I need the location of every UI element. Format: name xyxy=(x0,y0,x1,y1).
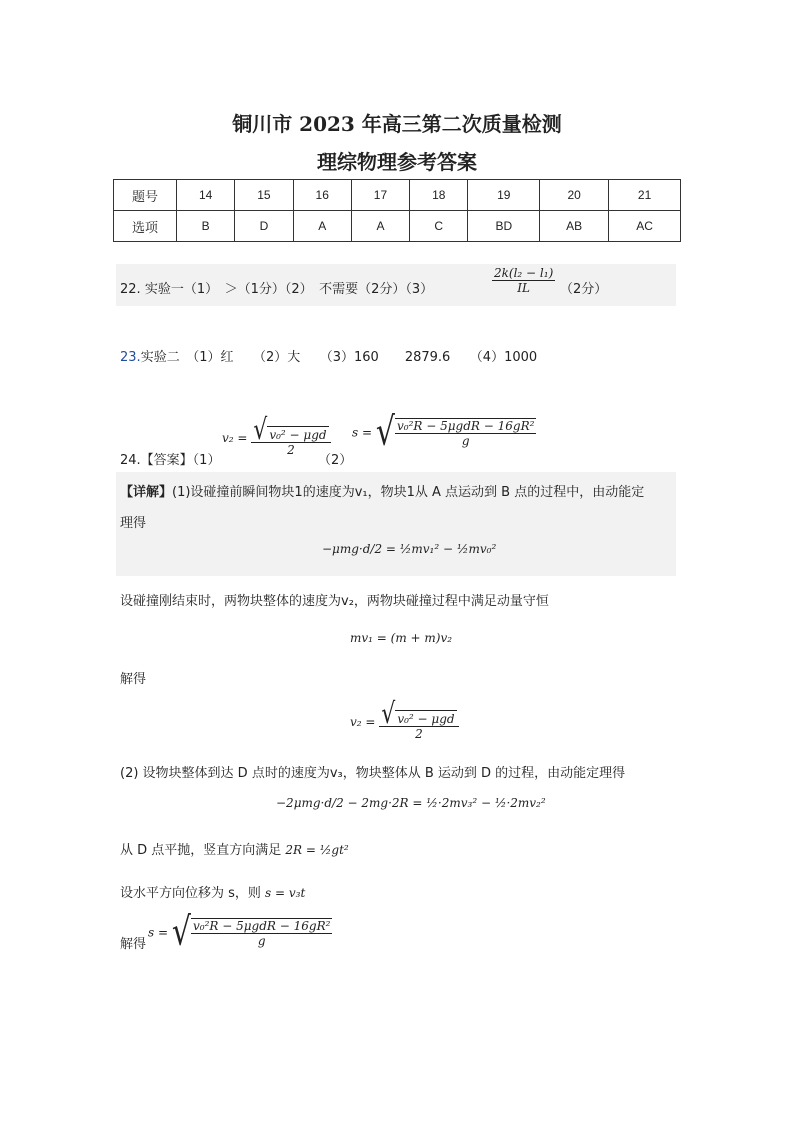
detail-line-5 xyxy=(120,839,349,858)
equation-final-s xyxy=(148,909,332,956)
detail-line-4: (2) 设物块整体到达 D 点时的速度为v₃，物块整体从 B 运动到 D 的过程，由动能定理得 xyxy=(120,766,626,781)
detail-line-3: 解得 xyxy=(120,672,147,687)
formula-sqrt: √ $\frac{\text{v₀²R − 5μgdR − 16gR²}}{g}$ xyxy=(171,909,331,956)
detail-text: 设水平方向位移为 s，则 xyxy=(120,886,261,901)
answer-table xyxy=(113,179,681,242)
formula-fraction: √ v₀² − μgd 2 xyxy=(379,704,458,741)
detail-line-6 xyxy=(120,882,305,901)
table-cell: B xyxy=(177,211,235,242)
page-title: 铜川市 2023 年高三第二次质量检测 xyxy=(232,112,562,136)
q24-answer1-formula xyxy=(222,414,331,457)
equation-energy-2: −2μmg·d/2 − 2mg·2R = ½·2mv₃² − ½·2mv₂² xyxy=(276,796,546,810)
detail-line-1b: 理得 xyxy=(120,516,147,531)
detail-line-2: 设碰撞刚结束时，两物块整体的速度为v₂，两物块碰撞过程中满足动量守恒 xyxy=(120,594,549,609)
q22-number: 22. xyxy=(120,282,141,297)
formula-lhs: s = xyxy=(148,925,169,940)
q24-answer2-formula xyxy=(352,409,536,456)
q23-number: 23. xyxy=(120,350,141,365)
formula-lhs: s = xyxy=(352,425,373,440)
table-cell: 20 xyxy=(540,180,609,211)
detail-text: 从 D 点平抛，竖直方向满足 xyxy=(120,843,282,858)
table-cell: 15 xyxy=(235,180,293,211)
formula-lhs: v₂ = xyxy=(350,715,376,729)
table-row xyxy=(114,211,681,242)
q22-formula xyxy=(492,266,555,295)
equation-momentum: mv₁ = (m + m)v₂ xyxy=(350,631,453,645)
table-cell: AB xyxy=(540,211,609,242)
table-cell: 21 xyxy=(609,180,681,211)
formula-numerator: v₀²R − 5μgdR − 16gR² xyxy=(192,919,331,933)
table-cell: 18 xyxy=(410,180,468,211)
formula-lhs: v₂ = xyxy=(222,431,248,445)
formula-denominator: g xyxy=(257,934,266,948)
page-subtitle: 理综物理参考答案 xyxy=(317,150,477,174)
q23-line xyxy=(120,346,537,365)
equation-displacement: s = v₃t xyxy=(265,886,306,900)
formula-sqrt: √ $\frac{\text{v₀²R − 5μgdR − 16gR²}}{g}$ xyxy=(375,409,535,456)
table-cell: A xyxy=(351,211,409,242)
row-label-number: 题号 xyxy=(114,180,177,211)
table-cell: A xyxy=(293,211,351,242)
detail-line-1 xyxy=(120,481,644,500)
formula-radicand: v₀² − μgd xyxy=(269,428,327,442)
q22-formula-denominator: IL xyxy=(517,281,530,295)
table-cell: 19 xyxy=(468,180,540,211)
table-cell: 17 xyxy=(351,180,409,211)
q22-line xyxy=(120,278,433,297)
formula-denominator: 2 xyxy=(287,443,295,457)
table-cell: D xyxy=(235,211,293,242)
q24-answer-label: 24.【答案】（1） xyxy=(120,453,221,468)
table-cell: BD xyxy=(468,211,540,242)
formula-radicand: v₀² − μgd xyxy=(397,712,455,726)
formula-fraction: √ v₀² − μgd 2 xyxy=(251,420,330,457)
table-row xyxy=(114,180,681,211)
formula-numerator: v₀²R − 5μgdR − 16gR² xyxy=(396,419,535,433)
equation-energy-1: −μmg·d/2 = ½mv₁² − ½mv₀² xyxy=(322,542,497,556)
q22-score: （2分） xyxy=(560,282,608,297)
table-cell: C xyxy=(410,211,468,242)
detail-label: 【详解】 xyxy=(120,485,173,500)
detail-line-7: 解得 xyxy=(120,937,147,952)
table-cell: 14 xyxy=(177,180,235,211)
table-cell: 16 xyxy=(293,180,351,211)
q22-formula-numerator: 2k(l₂ − l₁) xyxy=(494,266,554,280)
formula-denominator: g xyxy=(461,434,470,448)
q22-text: 实验一（1） ＞（1分）（2） 不需要（2分）（3） xyxy=(144,282,434,297)
equation-freefall: 2R = ½gt² xyxy=(285,843,349,857)
formula-denominator: 2 xyxy=(415,727,423,741)
detail-text: (1)设碰撞前瞬间物块1的速度为v₁，物块1从 A 点运动到 B 点的过程中，由动能定 xyxy=(172,485,645,500)
table-cell: AC xyxy=(609,211,681,242)
q24-part2-label: （2） xyxy=(318,453,353,468)
equation-v2 xyxy=(350,698,459,741)
row-label-option: 选项 xyxy=(114,211,177,242)
q23-text: 实验二 （1）红 （2）大 （3）160 2879.6 （4）1000 xyxy=(140,350,538,365)
